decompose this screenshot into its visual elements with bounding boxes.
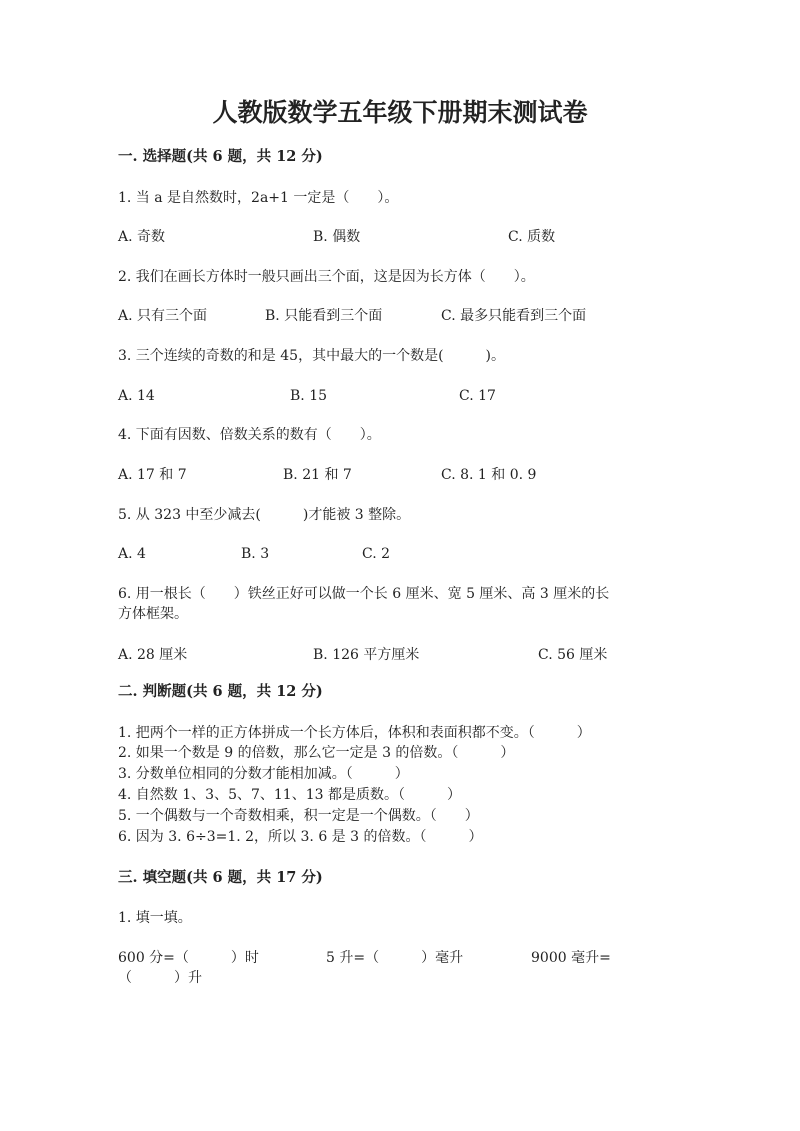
option-a: A. 17 和 7 (118, 467, 187, 483)
question-stem: 3. 三个连续的奇数的和是 45，其中最大的一个数是( )。 (118, 348, 505, 364)
judgement-item: 5. 一个偶数与一个奇数相乘，积一定是一个偶数。（ ） (118, 808, 479, 824)
option-c: C. 质数 (508, 229, 556, 245)
fill-item-continued: （ ）升 (118, 970, 202, 986)
question-stem: 1. 填一填。 (118, 910, 192, 926)
fill-item: 600 分=（ ）时 (118, 950, 259, 966)
judgement-item: 2. 如果一个数是 9 的倍数，那么它一定是 3 的倍数。（ ） (118, 745, 515, 761)
fill-item: 5 升=（ ）毫升 (326, 950, 464, 966)
option-b: B. 只能看到三个面 (265, 308, 383, 324)
option-c: C. 最多只能看到三个面 (441, 308, 587, 324)
question-stem: 6. 用一根长（ ）铁丝正好可以做一个长 6 厘米、宽 5 厘米、高 3 厘米的长 (118, 586, 610, 602)
option-a: A. 4 (118, 546, 146, 562)
page-title: 人教版数学五年级下册期末测试卷 (212, 98, 588, 127)
judgement-item: 1. 把两个一样的正方体拼成一个长方体后，体积和表面积都不变。（ ） (118, 725, 591, 741)
question-stem: 5. 从 323 中至少减去( )才能被 3 整除。 (118, 507, 411, 523)
option-a: A. 28 厘米 (118, 647, 188, 663)
question-stem: 1. 当 a 是自然数时，2a+1 一定是（ ）。 (118, 190, 399, 206)
option-b: B. 21 和 7 (283, 467, 352, 483)
option-c: C. 2 (362, 546, 391, 562)
option-b: B. 偶数 (313, 229, 361, 245)
section-heading-fill-blank: 三. 填空题(共 6 题，共 17 分) (118, 869, 323, 886)
option-b: B. 3 (241, 546, 270, 562)
judgement-item: 4. 自然数 1、3、5、7、11、13 都是质数。（ ） (118, 787, 461, 803)
option-a: A. 奇数 (118, 229, 166, 245)
section-heading-judgement: 二. 判断题(共 6 题，共 12 分) (118, 683, 323, 700)
option-a: A. 14 (118, 388, 155, 404)
question-stem: 4. 下面有因数、倍数关系的数有（ ）。 (118, 427, 381, 443)
option-a: A. 只有三个面 (118, 308, 208, 324)
question-stem-continued: 方体框架。 (118, 606, 188, 622)
fill-item: 9000 毫升= (531, 950, 611, 966)
section-heading-choice: 一. 选择题(共 6 题，共 12 分) (118, 148, 323, 165)
option-b: B. 126 平方厘米 (313, 647, 420, 663)
option-c: C. 56 厘米 (538, 647, 608, 663)
option-c: C. 17 (459, 388, 496, 404)
option-c: C. 8. 1 和 0. 9 (441, 467, 537, 483)
judgement-item: 3. 分数单位相同的分数才能相加减。（ ） (118, 766, 409, 782)
question-stem: 2. 我们在画长方体时一般只画出三个面，这是因为长方体（ ）。 (118, 269, 535, 285)
option-b: B. 15 (290, 388, 328, 404)
judgement-item: 6. 因为 3. 6÷3=1. 2，所以 3. 6 是 3 的倍数。（ ） (118, 829, 483, 845)
